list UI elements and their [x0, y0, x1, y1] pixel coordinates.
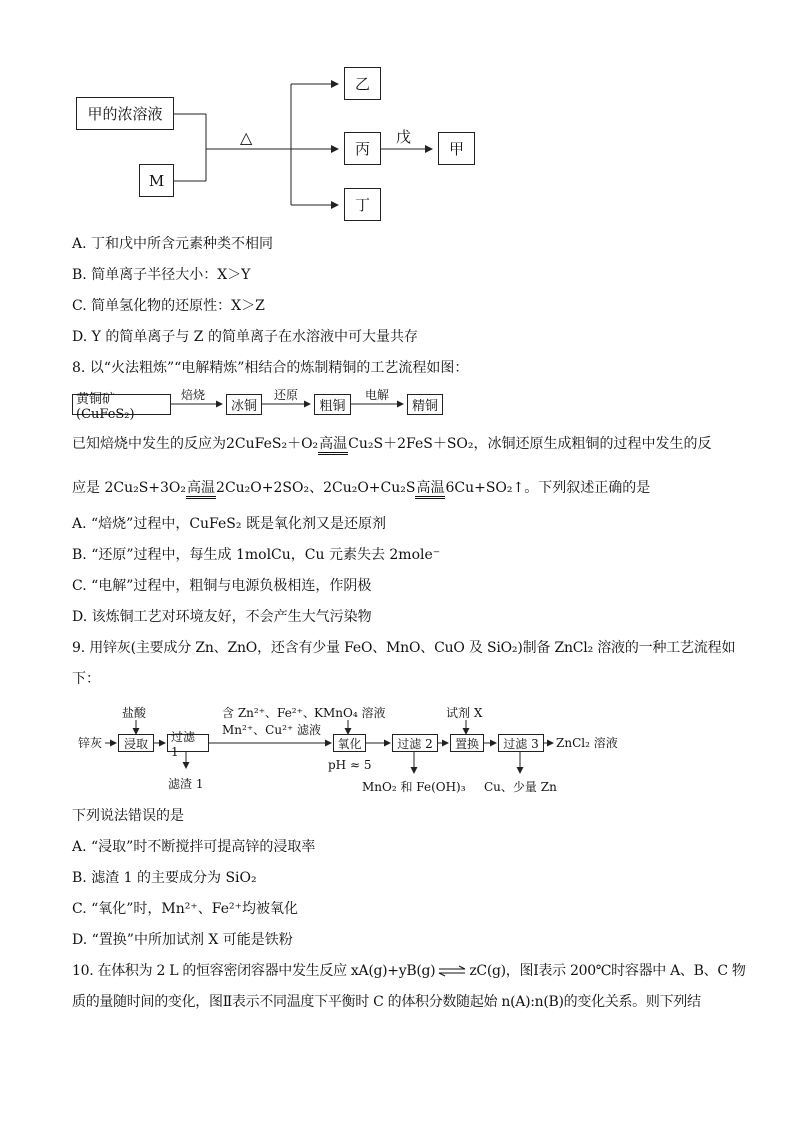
box-bing: 丙 [344, 132, 381, 165]
q9-flow-residue2: MnO₂ 和 Fe(OH)₃ [362, 780, 466, 794]
box-ding: 丁 [344, 188, 381, 221]
q8-eq1-lhs: 2CuFeS₂＋O₂ [226, 436, 319, 452]
q8-eq1-rhs: Cu₂S＋2FeS＋SO₂ [348, 436, 474, 452]
q8-eq1-condition: 高温 [318, 436, 348, 455]
q9-flow-filtrate-line2: Mn²⁺、Cu²⁺ 滤液 [222, 723, 322, 737]
q8-flow-matte: 冰铜 [226, 394, 262, 415]
q8-flow-label-roast: 焙烧 [181, 388, 206, 402]
box-jia-concentrated-solution: 甲的浓溶液 [76, 97, 174, 130]
q10-line1-b: zC(g)，图Ⅰ表示 200℃时容器中 A、B、C 物 [469, 963, 746, 979]
q7-option-a: A. 丁和戊中所含元素种类不相同 [72, 236, 274, 252]
arrow-label-wu: 戊 [396, 128, 412, 146]
q9-flow-ph: pH ≈ 5 [328, 758, 372, 772]
q10-line1-a: 10. 在体积为 2 L 的恒容密闭容器中发生反应 xA(g)+yB(g) [72, 963, 436, 979]
q8-flow-chalcopyrite: 黄铜矿(CuFeS₂) [72, 394, 171, 415]
q9-option-b: B. 滤渣 1 的主要成分为 SiO₂ [72, 870, 257, 886]
q9-flow-filter1: 过滤 1 [167, 734, 209, 752]
q9-flow-product: ZnCl₂ 溶液 [556, 736, 618, 750]
q8-text2-a: 应是 2Cu₂S+3O₂ [72, 480, 187, 496]
q8-text2-b: 2Cu₂O+2SO₂、2Cu₂O+Cu₂S [216, 480, 416, 496]
q8-eq2-condition: 高温 [186, 480, 216, 499]
q9-flow-residue1: 滤渣 1 [168, 777, 204, 791]
q9-option-a: A. “浸取”时不断搅拌可提高锌的浸取率 [72, 839, 316, 855]
q7-option-c: C. 简单氢化物的还原性：X＞Z [72, 298, 265, 314]
q7-option-d: D. Y 的简单离子与 Z 的简单离子在水溶液中可大量共存 [72, 329, 418, 345]
q9-flow-reagent-x: 试剂 X [446, 706, 483, 720]
q10-line1 [72, 961, 746, 981]
q9-flow-start: 锌灰 [78, 736, 103, 750]
q9-flow-residue3: Cu、少量 Zn [484, 780, 557, 794]
q9-flow-replace: 置换 [450, 734, 484, 752]
q9-question: 下列说法错误的是 [72, 808, 184, 824]
q8-flow-refined-copper: 精铜 [407, 394, 443, 415]
q9-flow-kmno4: KMnO₄ 溶液 [314, 706, 386, 720]
q9-flow-filtrate-line1: 含 Zn²⁺、Fe²⁺、 [222, 706, 315, 720]
q9-flow-leach: 浸取 [118, 734, 154, 752]
q8-option-d: D. 该炼铜工艺对环境友好，不会产生大气污染物 [72, 609, 372, 625]
q9-stem-line1: 9. 用锌灰(主要成分 Zn、ZnO，还含有少量 FeO、MnO、CuO 及 SiO₂)制备 ZnCl₂ 溶液的一种工艺流程如 [72, 640, 736, 656]
q8-flow-label-reduce: 还原 [274, 388, 299, 402]
q8-text1-b: ，冰铜还原生成粗铜的过程中发生的反 [473, 436, 712, 452]
q9-option-d: D. “置换”中所加试剂 X 可能是铁粉 [72, 932, 293, 948]
q9-flow-filter2: 过滤 2 [392, 734, 438, 752]
q8-option-b: B. “还原”过程中，每生成 1molCu，Cu 元素失去 2mole⁻ [72, 547, 441, 563]
q10-line2: 质的量随时间的变化，图Ⅱ表示不同温度下平衡时 C 的体积分数随起始 n(A):n(B)的变化关系。则下列结 [72, 994, 701, 1010]
q7-option-b: B. 简单离子半径大小：X＞Y [72, 267, 251, 283]
q9-flow-oxidize: 氧化 [333, 734, 366, 752]
heat-symbol: △ [240, 128, 253, 147]
q8-flow-label-electrolysis: 电解 [365, 388, 390, 402]
box-yi: 乙 [344, 67, 381, 100]
q9-flow-filter3: 过滤 3 [498, 734, 544, 752]
q8-text1-a: 已知焙烧中发生的反应为 [72, 436, 226, 452]
q8-eq3-condition: 高温 [415, 480, 445, 499]
q8-option-c: C. “电解”过程中，粗铜与电源负极相连，作阴极 [72, 578, 372, 594]
box-m: M [139, 164, 174, 197]
q8-option-a: A. “焙烧”过程中，CuFeS₂ 既是氧化剂又是还原剂 [72, 516, 386, 532]
q9-flow-hcl: 盐酸 [122, 706, 147, 720]
q8-stem: 8. 以“火法粗炼”“电解精炼”相结合的炼制精铜的工艺流程如图： [72, 360, 469, 376]
q8-text2-c: 6Cu+SO₂↑。下列叙述正确的是 [445, 480, 651, 496]
q9-option-c: C. “氧化”时，Mn²⁺、Fe²⁺均被氧化 [72, 901, 299, 917]
box-jia: 甲 [438, 132, 475, 165]
q9-stem-line2: 下： [72, 671, 100, 687]
q8-flow-crude-copper: 粗铜 [314, 394, 351, 415]
reversible-arrow-icon [437, 965, 467, 977]
